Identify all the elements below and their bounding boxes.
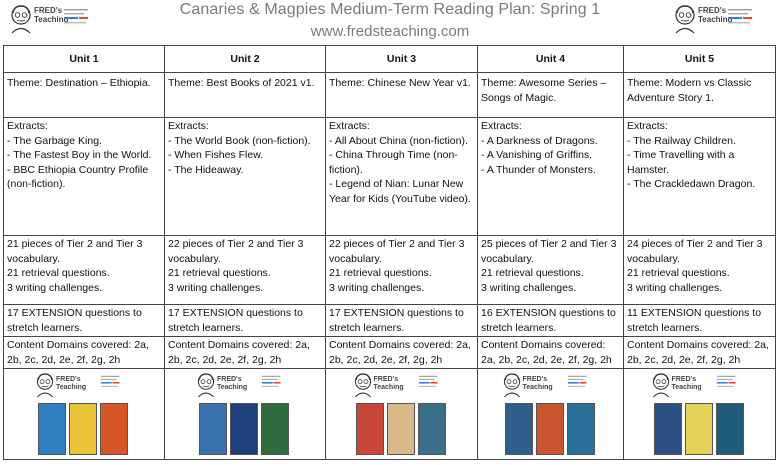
unit-theme: Theme: Modern vs Classic Adventure Story 1. [624, 73, 776, 118]
unit-book-covers [326, 369, 478, 460]
writing-text: 3 writing challenges. [168, 281, 264, 294]
theme-row [4, 73, 776, 118]
teacher-face-icon [195, 372, 217, 398]
unit-vocabulary [165, 236, 326, 305]
logo-text-line2: Teaching [698, 15, 733, 24]
book-cover-image [418, 403, 446, 455]
unit-heading: Unit 1 [4, 46, 165, 73]
unit-extension: 17 EXTENSION questions to stretch learners. [4, 305, 165, 337]
unit-content-domains: Content Domains covered: 2a, 2b, 2c, 2d, 2e, 2f, 2g, 2h [165, 337, 326, 369]
logo-text-line2: Teaching [522, 384, 553, 392]
book-cover-image [230, 403, 258, 455]
extract-item: - The Crackledawn Dragon. [627, 178, 756, 191]
extract-item: - The Fastest Boy in the World. [7, 149, 152, 162]
logo-bars-icon [563, 375, 593, 389]
vocab-text: 22 pieces of Tier 2 and Tier 3 vocabulary. [168, 238, 304, 265]
extract-item: - The Hideaway. [168, 163, 244, 176]
teacher-face-icon [650, 372, 672, 398]
logo-text-line2: Teaching [217, 384, 248, 392]
book-cover-group [505, 403, 597, 457]
extract-item: - BBC Ethiopia Country Profile (non-fiction). [7, 163, 149, 191]
unit-theme: Theme: Chinese New Year v1. [326, 73, 478, 118]
freds-teaching-logo-small [501, 372, 601, 400]
page-title: Canaries & Magpies Medium-Term Reading Plan: Spring 1 [179, 1, 601, 18]
reading-plan-table [3, 45, 776, 460]
freds-teaching-logo-small [195, 372, 295, 400]
logo-text-line2: Teaching [671, 384, 702, 392]
teacher-face-icon [352, 372, 374, 398]
unit-extracts [478, 118, 624, 236]
logo-bars-icon [712, 375, 742, 389]
unit-book-covers [4, 369, 165, 460]
book-cover-image [685, 403, 713, 455]
unit-vocabulary [4, 236, 165, 305]
unit-heading: Unit 5 [624, 46, 776, 73]
logo-text-line1: FRED's [34, 6, 63, 15]
logo-text-line1: FRED's [671, 376, 697, 384]
teacher-face-icon [672, 4, 698, 34]
unit-extracts [4, 118, 165, 236]
content-domains-row [4, 337, 776, 369]
website-url: www.fredsteaching.com [310, 23, 470, 40]
retrieval-text: 21 retrieval questions. [168, 267, 271, 280]
unit-theme: Theme: Destination – Ethiopia. [4, 73, 165, 118]
extract-item: - Legend of Nian: Lunar New Year for Kids (YouTube video). [329, 178, 471, 205]
writing-text: 3 writing challenges. [481, 281, 577, 294]
book-cover-image [505, 403, 533, 455]
logo-text-line2: Teaching [56, 384, 87, 392]
logo-text-line1: FRED's [217, 376, 242, 384]
unit-vocabulary [624, 236, 776, 305]
book-cover-group [356, 403, 448, 457]
book-cover-image [567, 403, 595, 455]
extract-item: - All About China (non-fiction). [329, 134, 468, 147]
book-cover-image [199, 403, 227, 455]
unit-theme: Theme: Awesome Series – Songs of Magic. [478, 73, 624, 118]
unit-content-domains: Content Domains covered: 2a, 2b, 2c, 2d, 2e, 2f, 2g, 2h [478, 337, 624, 369]
teacher-face-icon [501, 372, 523, 398]
extract-item: - The Garbage King. [7, 134, 102, 147]
extract-item: - A Darkness of Dragons. [481, 134, 598, 147]
vocab-text: 22 pieces of Tier 2 and Tier 3 vocabulary. [329, 238, 465, 265]
unit-heading: Unit 4 [478, 46, 624, 73]
extract-item: - Time Travelling with a Hamster. [627, 149, 735, 176]
book-cover-image [100, 403, 128, 455]
freds-teaching-logo-right [672, 2, 752, 40]
writing-text: 3 writing challenges. [329, 281, 425, 294]
vocab-text: 24 pieces of Tier 2 and Tier 3 vocabulary. [627, 238, 763, 265]
extract-item: - The Railway Children. [627, 134, 736, 147]
extract-item: - When Fishes Flew. [168, 149, 264, 162]
book-cover-image [356, 403, 384, 455]
unit-content-domains: Content Domains covered: 2a, 2b, 2c, 2d, 2e, 2f, 2g, 2h [326, 337, 478, 369]
vocab-text: 25 pieces of Tier 2 and Tier 3 vocabulary. [481, 238, 617, 265]
extracts-row [4, 118, 776, 236]
unit-extracts [624, 118, 776, 236]
retrieval-text: 21 retrieval questions. [329, 267, 432, 280]
vocab-text: 21 pieces of Tier 2 and Tier 3 vocabulary. [7, 238, 143, 265]
unit-heading: Unit 3 [326, 46, 478, 73]
extracts-label: Extracts: [329, 120, 370, 132]
vocabulary-row [4, 236, 776, 305]
extracts-label: Extracts: [627, 120, 668, 132]
unit-extracts [326, 118, 478, 236]
logo-text-line2: Teaching [34, 15, 69, 24]
unit-extension: 17 EXTENSION questions to stretch learners. [165, 305, 326, 337]
freds-teaching-logo-small [352, 372, 452, 400]
extract-item: - A Thunder of Monsters. [481, 163, 596, 176]
book-images-row [4, 369, 776, 460]
retrieval-text: 21 retrieval questions. [481, 267, 584, 280]
logo-text-line1: FRED's [698, 6, 727, 15]
unit-book-covers [165, 369, 326, 460]
unit-heading: Unit 2 [165, 46, 326, 73]
book-cover-group [654, 403, 746, 457]
logo-text-line2: Teaching [373, 384, 404, 392]
logo-text-line1: FRED's [56, 376, 81, 384]
book-cover-image [536, 403, 564, 455]
unit-header-row [4, 46, 776, 73]
extracts-label: Extracts: [168, 120, 209, 132]
book-cover-image [69, 403, 97, 455]
unit-extracts [165, 118, 326, 236]
unit-content-domains: Content Domains covered: 2a, 2b, 2c, 2d, 2e, 2f, 2g, 2h [4, 337, 165, 369]
retrieval-text: 21 retrieval questions. [627, 267, 730, 280]
logo-text-line1: FRED's [522, 376, 548, 384]
extract-item: - China Through Time (non-fiction). [329, 149, 458, 176]
page-header [0, 0, 780, 46]
unit-extension: 11 EXTENSION questions to stretch learners. [624, 305, 776, 337]
book-cover-image [387, 403, 415, 455]
writing-text: 3 writing challenges. [627, 281, 723, 294]
freds-teaching-logo-small [34, 372, 134, 400]
logo-bars-icon [414, 375, 444, 389]
unit-content-domains: Content Domains covered: 2a, 2b, 2c, 2d, 2e, 2f, 2g, 2h [624, 337, 776, 369]
unit-book-covers [478, 369, 624, 460]
freds-teaching-logo-small [650, 372, 750, 400]
extract-item: - The World Book (non-fiction). [168, 134, 311, 147]
extract-item: - A Vanishing of Griffins. [481, 149, 593, 162]
unit-theme: Theme: Best Books of 2021 v1. [165, 73, 326, 118]
unit-vocabulary [326, 236, 478, 305]
logo-bars-icon [257, 375, 287, 389]
book-cover-group [199, 403, 291, 457]
retrieval-text: 21 retrieval questions. [7, 267, 110, 280]
logo-text-line1: FRED's [373, 376, 399, 384]
extracts-label: Extracts: [7, 120, 48, 132]
book-cover-image [261, 403, 289, 455]
book-cover-image [38, 403, 66, 455]
book-cover-image [716, 403, 744, 455]
unit-vocabulary [478, 236, 624, 305]
logo-bars-icon [96, 375, 126, 389]
unit-extension: 16 EXTENSION questions to stretch learners. [478, 305, 624, 337]
teacher-face-icon [34, 372, 56, 398]
logo-bars-icon [728, 8, 754, 26]
unit-book-covers [624, 369, 776, 460]
book-cover-image [654, 403, 682, 455]
writing-text: 3 writing challenges. [7, 281, 103, 294]
extension-row [4, 305, 776, 337]
book-cover-group [38, 403, 130, 457]
extracts-label: Extracts: [481, 120, 522, 132]
unit-extension: 17 EXTENSION questions to stretch learners. [326, 305, 478, 337]
